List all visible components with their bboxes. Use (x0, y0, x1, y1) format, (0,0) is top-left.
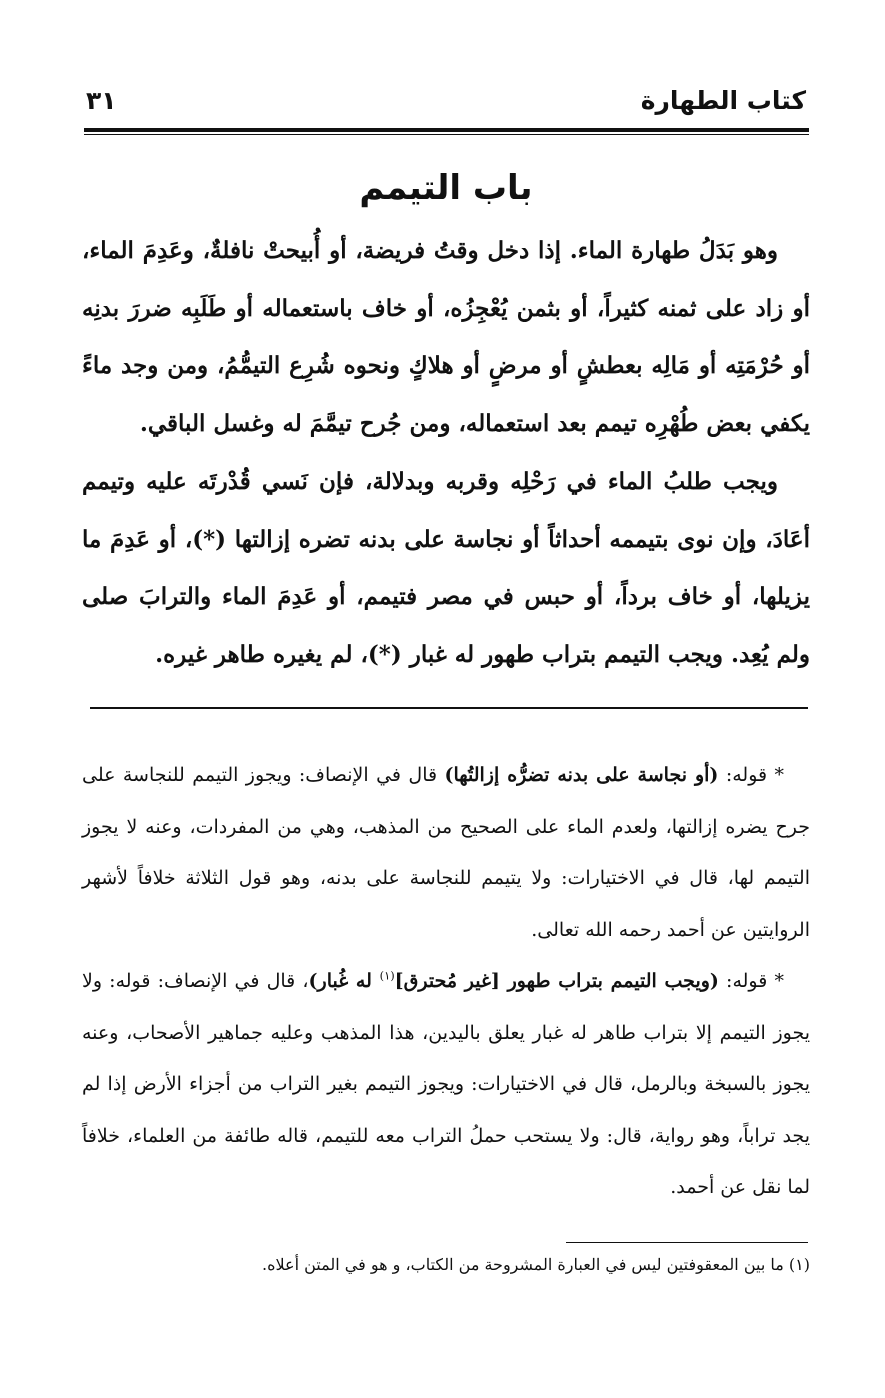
note-quote-end: له غُبار) (308, 970, 380, 992)
note-text: ، قال في الإنصاف: قوله: ولا يجوز التيمم إلا بتراب طاهر له غبار يعلق باليدين، هذا المذهب وعليه جماهير الأصحاب، وعنه يجوز بالسبخة وبالرمل، قال في الاختيارات: ويجوز التيمم بغير التراب من أجزاء الأرض إذا لم يجد تراباً، وهو رواية، قال: ولا يستحب حملُ التراب معه للتيمم، قاله طائفة من العلماء، خلافاً لما نقل عن أحمد. (82, 970, 810, 1198)
note-item (82, 750, 810, 956)
footnote-rule (566, 1242, 808, 1243)
note-prefix: * قوله: (718, 764, 784, 786)
commentary-notes (82, 750, 810, 1214)
footnote-ref[interactable]: (١) (379, 968, 395, 983)
header-rule-thick (84, 128, 809, 132)
main-paragraph: ويجب طلبُ الماء في رَحْلِه وقربه وبدلالة، فإن نَسي قُدْرتَه عليه وتيمم أعَادَ، وإن نوى بتيممه أحداثاً أو نجاسة على بدنه تضره إزالتها (*)، أو عَدِمَ ما يزيلها، أو خاف برداً، أو حبس في مصر فتيمم، أو عَدِمَ الماء والترابَ صلى ولم يُعِد. ويجب التيمم بتراب طهور له غبار (*)، لم يغيره طاهر غيره. (82, 467, 810, 668)
note-quote: (ويجب التيمم بتراب طهور [غير مُحترق] (394, 970, 719, 992)
footnote: (١) ما بين المعقوفتين ليس في العبارة المشروحة من الكتاب، و هو في المتن أعلاه. (262, 1255, 810, 1274)
page-number: ٣١ (86, 86, 117, 115)
header-rule-thin (84, 134, 809, 135)
main-text (82, 222, 810, 684)
note-item (82, 956, 810, 1214)
note-text: قال في الإنصاف: ويجوز التيمم للنجاسة على جرح يضره إزالتها، ولعدم الماء على الصحيح من المذهب، وهي من المفردات، وعنه لا يجوز التيمم لها، قال في الاختيارات: ولا يتيمم للنجاسة على بدنه، وهو قول الثلاثة خلافاً لأشهر الروايتين عن أحمد رحمه الله تعالى. (82, 764, 810, 941)
running-header (86, 86, 806, 126)
chapter-title: باب التيمم (359, 168, 533, 208)
main-paragraph: وهو بَدَلُ طهارة الماء. إذا دخل وقتُ فريضة، أو أُبيحتْ نافلةٌ، وعَدِمَ الماء، أو زاد على ثمنه كثيراً، أو بثمن يُعْجِزُه، أو خاف باستعماله أو طَلَبِه ضررَ بدنِه أو حُرْمَتِه أو مَالِه بعطشٍ أو مرضٍ أو هلاكٍ ونحوه شُرِع التيمُّمُ، ومن وجد ماءً يكفي بعض طُهْرِه تيمم بعد استعماله، ومن جُرح تيمَّمَ له وغسل الباقي. (82, 237, 810, 438)
notes-separator (90, 707, 808, 709)
note-prefix: * قوله: (718, 970, 784, 992)
note-quote: (أو نجاسة على بدنه تضرُّه إزالتُها) (444, 764, 719, 786)
book-title: كتاب الطهارة (640, 86, 806, 115)
